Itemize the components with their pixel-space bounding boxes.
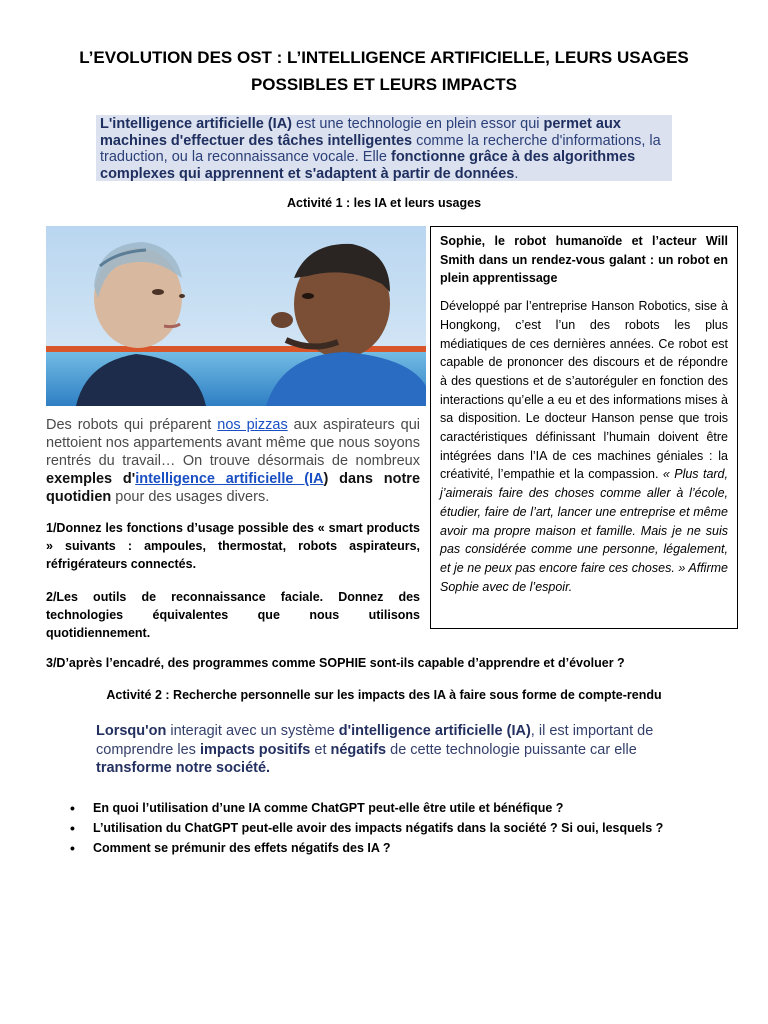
ai-link[interactable]: intelligence artificielle (IA bbox=[135, 471, 324, 487]
impact-text: de cette technologie puissante car elle bbox=[386, 741, 637, 758]
page-title bbox=[40, 44, 728, 98]
question-2: 2/Les outils de reconnaissance faciale. Donnez des technologies équivalentes que nous utilisons quotidiennement. bbox=[46, 590, 420, 640]
list-item: • Comment se prémunir des effets négatifs des IA ? bbox=[70, 838, 730, 858]
activity-2-heading: Activité 2 : Recherche personnelle sur les impacts des IA à faire sous forme de compte-rendu bbox=[106, 688, 662, 702]
intro-term: L'intelligence artificielle (IA) bbox=[100, 116, 292, 132]
sophie-info-box bbox=[430, 226, 738, 629]
sophie-box-text: Développé par l’entreprise Hanson Robotics, sise à Hongkong, c’est l’un des robots les plus médiatiques de ces dernières années. Ce robot est capable de prononcer des discours et de répondre à des questions et de s’autoréguler en fonction des interactions qu’elle a eu et des informations mises à sa disposition. Le docteur Hanson pense que trois caractéristiques définissant l’humain doivent être intégrées dans l’IA de ces machines géniales : la créativité, l’empathie et la compassion. bbox=[440, 299, 728, 482]
pizzas-link[interactable]: nos pizzas bbox=[217, 417, 288, 433]
sophie-box-body bbox=[440, 297, 728, 596]
impact-text: interagit avec un système bbox=[166, 723, 339, 739]
page-title-line-2: POSSIBLES ET LEURS IMPACTS bbox=[250, 75, 518, 94]
photo-illustration bbox=[46, 226, 426, 406]
intro-text: comme la recherche d'informations, la traduction, ou la reconnaissance vocale. Elle bbox=[100, 132, 661, 165]
list-item: • L’utilisation du ChatGPT peut-elle avoir des impacts négatifs dans la société ? Si oui, lesquels ? bbox=[70, 818, 730, 838]
activity-1-heading: Activité 1 : les IA et leurs usages bbox=[286, 196, 482, 210]
sophie-quote: « Plus tard, j’aimerais faire des choses comme aller à l’école, étudier, faire de l’art, lancer une entreprise et même avoir ma propre maison et famille. Mais je ne suis pas considérée comme une personne, légalement, et je ne peux pas encore faire ces choses. » Affirme Sophie avec de l’espoir. bbox=[440, 467, 728, 594]
robots-text: pour des usages divers. bbox=[111, 489, 270, 505]
impact-emphasis: négatifs bbox=[330, 741, 387, 758]
research-questions-list bbox=[70, 798, 730, 858]
robots-emphasis: ) dans notre quotidien bbox=[46, 471, 421, 505]
sophie-box-heading: Sophie, le robot humanoïde et l’acteur Will Smith dans un rendez-vous galant : un robot en plein apprentissage bbox=[440, 234, 728, 286]
page-title-line-1: L’EVOLUTION DES OST : L’INTELLIGENCE ARTIFICIELLE, LEURS USAGES bbox=[79, 48, 689, 67]
impact-text: et bbox=[310, 741, 331, 758]
intro-text: est une technologie en plein essor qui bbox=[292, 116, 544, 132]
intro-box bbox=[96, 115, 672, 181]
impact-emphasis: Lorsqu'on bbox=[96, 723, 167, 739]
impact-emphasis: impacts positifs bbox=[199, 741, 311, 758]
list-item: • En quoi l’utilisation d’une IA comme ChatGPT peut-elle être utile et bénéfique ? bbox=[70, 798, 730, 818]
impact-emphasis: d'intelligence artificielle (IA) bbox=[338, 723, 531, 739]
robots-emphasis: exemples d' bbox=[46, 471, 136, 487]
impact-text: , il est important de comprendre les bbox=[96, 723, 654, 758]
intro-emphasis: permet aux machines d'effectuer des tâches intelligentes bbox=[100, 116, 621, 149]
intro-text: . bbox=[514, 165, 519, 182]
robots-text: Des robots qui préparent bbox=[46, 417, 218, 433]
question-3: 3/D’après l’encadré, des programmes comme SOPHIE sont-ils capable d’apprendre et d’évoluer ? bbox=[46, 656, 625, 670]
robots-paragraph bbox=[46, 416, 420, 506]
impact-emphasis: transforme notre société. bbox=[96, 760, 271, 776]
impact-paragraph bbox=[96, 722, 696, 778]
intro-emphasis: fonctionne grâce à des algorithmes complexes qui apprennent et s'adaptent à partir de données bbox=[100, 149, 636, 182]
sophie-will-smith-photo bbox=[46, 226, 426, 406]
question-1: 1/Donnez les fonctions d’usage possible des « smart products » suivants : ampoules, thermostat, robots aspirateurs, réfrigérateurs connectés. bbox=[46, 521, 420, 571]
robots-text: aux aspirateurs qui nettoient nos appartements avant même que nous soyons rentrés du travail… On trouve désormais de nombreux bbox=[46, 417, 420, 469]
